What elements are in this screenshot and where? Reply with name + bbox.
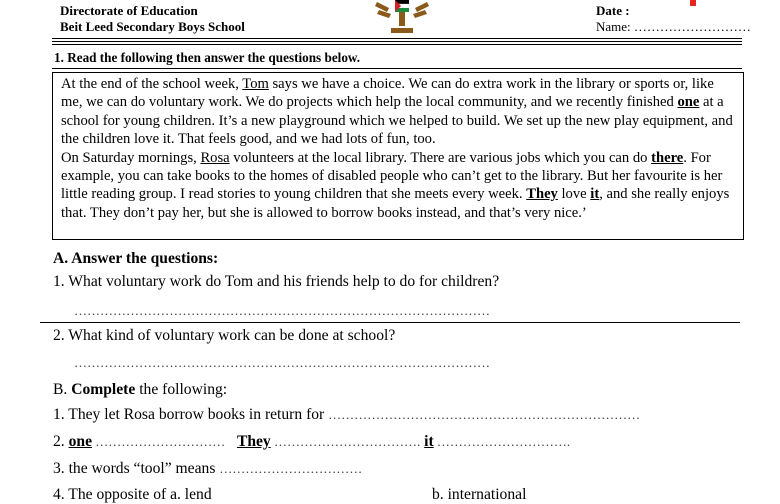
complete-3 [53,460,362,478]
answer-line-2[interactable]: …………………………………………………………………………………… [74,355,490,370]
answer-line-1[interactable]: …………………………………………………………………………………… [74,303,490,318]
section-b-title [53,381,227,399]
section-b-label: B. [53,381,72,398]
complete-1-blank[interactable]: ……………………………………………………………… [328,407,641,422]
instruction-rule [52,68,742,69]
complete-1-text: 1. They let Rosa borrow books in return for [53,406,329,423]
name-field[interactable] [596,19,751,34]
header-directorate: Directorate of Education [60,3,198,18]
complete-3-blank[interactable]: …………………………… [219,461,363,476]
ref-they-blank[interactable]: ……………………………. [270,434,421,449]
complete-2-num: 2. [53,433,69,450]
header-school: Beit Leed Secondary Boys School [60,19,245,34]
ref-it-blank[interactable]: …………………………. [433,434,571,449]
header-rule-1 [52,38,742,39]
header-rule-2 [52,41,742,42]
red-mark [690,0,696,6]
header-rule-3 [52,44,742,45]
reading-passage [52,72,744,240]
passage-text: On Saturday mornings, [61,149,201,166]
complete-2 [53,433,570,451]
question-2: 2. What kind of voluntary work can be done at school? [53,327,396,344]
passage-text: love [557,186,591,203]
passage-text: says we have a choice. We can do extra work in the library or sports or, like me, we can do voluntary work. We do projects which help the local community, and we recently finished [61,76,714,111]
word-there: there [651,149,684,166]
word-tom: Tom [242,76,269,92]
passage-text: At the end of the school week, [61,76,243,92]
ref-it: it [424,433,434,450]
divider-rule [40,322,740,323]
ref-one-blank[interactable]: ………………………… [91,434,226,449]
ref-one: one [68,433,92,450]
name-label: Name: [596,19,631,34]
complete-3-text: 3. the words “tool” means [53,460,220,477]
section-b-label-rest: the following: [135,381,228,398]
question-1: 1. What voluntary work do Tom and his friends help to do for children? [53,273,500,290]
passage-text: , and she really enjoys that. They don’t pay her, but she is allowed to borrow books instead, and that’s very nice.’ [61,186,730,221]
emblem-logo [371,0,433,36]
ref-they: They [236,433,271,450]
section-b-complete: Complete [71,381,136,398]
word-one: one [677,94,700,111]
passage-text: at a school for young children. It’s a new playground which we helped to build. We set up the new play equipment, and the children love it. That feels good, and we had lots of fun, too. [61,94,733,148]
name-dots: ……………………… [633,19,751,34]
word-rosa: Rosa [200,149,230,166]
date-label: Date : [596,3,630,18]
complete-1 [53,406,640,424]
section-a-title: A. Answer the questions: [53,250,219,267]
instruction: 1. Read the following then answer the questions below. [54,50,361,65]
word-it: it [590,186,600,203]
complete-4-b: b. international [432,486,527,503]
complete-4: 4. The opposite of a. lend [53,486,212,503]
passage-text: . For example, you can take books to the homes of disabled people who can’t get to the library. But her favourite is her little reading group. I read stories to young children that she meets every week. [61,149,723,203]
passage-text: volunteers at the local library. There are various jobs which you can do [229,149,652,166]
word-they: They [526,186,558,203]
